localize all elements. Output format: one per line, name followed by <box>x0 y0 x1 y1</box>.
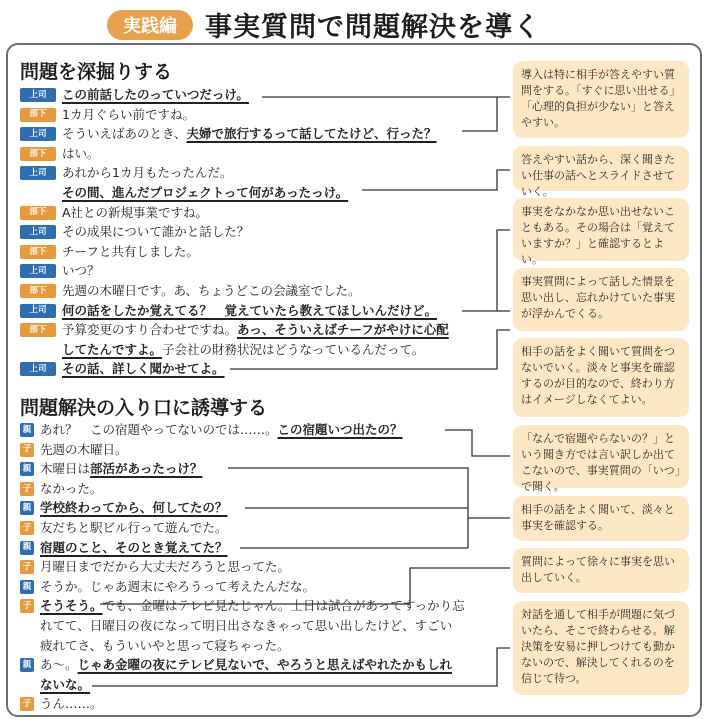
dialogue-segment: そういえばあのとき、 <box>62 126 187 142</box>
dialogue-segment: 友だちと駅ビル行って遊んでた。 <box>40 520 228 535</box>
dialogue-segment: 予算変更のすり合わせですね。 <box>62 322 238 338</box>
fact-question: 夫婦で旅行するって話してたけど、行った？ <box>186 126 437 142</box>
speaker-badge: 上司 <box>20 362 56 376</box>
dialogue-text <box>62 261 100 281</box>
dialogue-text <box>40 655 452 675</box>
speaker-badge: 親 <box>20 580 34 594</box>
dialogue-segment: でも、金曜はテレビ見たじゃん。土日は試合があってすっかり忘 <box>102 598 465 614</box>
fact-question: 何の話をしたか覚えてる？ 覚えていたら教えてほしいんだけど。 <box>62 302 438 318</box>
dialogue-text <box>40 616 452 636</box>
speaker-badge: 上司 <box>20 264 56 278</box>
speaker-badge: 親 <box>20 462 34 476</box>
dialogue-text <box>40 440 128 460</box>
dialogue-text <box>62 222 249 242</box>
dialogue-text <box>62 359 225 379</box>
dialogue-text <box>62 301 437 321</box>
dialogue-segment: あれから1カ月もたったんだ。 <box>62 165 233 181</box>
speaker-badge: 上司 <box>20 225 56 239</box>
dialogue-segment: 先週の木曜日です。あ、ちょうどこの会議室でした。 <box>62 283 361 298</box>
dialogue-text <box>40 479 103 499</box>
dialogue-segment: チーフと共有しました。 <box>62 243 199 259</box>
dialogue-segment: 木曜日は <box>40 461 91 477</box>
speaker-badge: 部下 <box>20 147 56 161</box>
speaker-badge: 子 <box>20 443 34 457</box>
dialogue-segment: あ～。 <box>40 657 78 673</box>
dialogue-text <box>40 636 290 656</box>
dialogue-text <box>62 163 232 183</box>
dialogue-segment: うん……。 <box>40 696 103 712</box>
dialogue-text <box>62 105 195 125</box>
speaker-badge: 部下 <box>20 108 56 122</box>
dialogue-text <box>62 340 424 360</box>
speaker-badge: 上司 <box>20 166 56 180</box>
dialogue-segment: 疲れてさ、もういいやと思って寝ちゃった。 <box>40 637 290 653</box>
speaker-badge: 部下 <box>20 206 56 220</box>
note-5: 相手の話をよく聞いて質問をつないでいく。淡々と事実を確認するのが目的なので、終わり方はイメージしなくてよい。 <box>513 338 689 417</box>
fact-question: あっ、そういえばチーフがやけに心配 <box>237 322 449 338</box>
speaker-badge: 部下 <box>20 323 56 337</box>
speaker-badge: 親 <box>20 423 34 437</box>
note-8: 質問によって徐々に事実を思い出していく。 <box>513 548 689 593</box>
dialogue-text <box>40 694 103 714</box>
dialogue-text <box>62 320 449 340</box>
dialogue-text <box>40 459 202 479</box>
speaker-badge: 上司 <box>20 88 56 102</box>
dialogue-text <box>40 577 315 597</box>
dialogue-segment: A社との新規事業ですね。 <box>62 204 209 220</box>
dialogue-text <box>40 538 228 558</box>
practice-tag: 実践編 <box>107 10 193 40</box>
dialogue-text <box>40 596 465 616</box>
note-2: 答えやすい話から、深く聞きたい仕事の話へとスライドさせていく。 <box>513 146 689 191</box>
fact-question: そうそう。 <box>40 598 103 614</box>
fact-question: その間、進んだプロジェクトって何があったっけ。 <box>62 185 349 200</box>
speaker-badge: 親 <box>20 541 34 555</box>
dialogue-text <box>62 242 199 262</box>
fact-question: 学校終わってから、何してたの？ <box>40 500 228 516</box>
dialogue-segment: あれ？ この宿題やってないのでは……。 <box>40 422 278 437</box>
fact-question: この前話したのっていつだっけ。 <box>62 87 249 102</box>
dialogue-text <box>62 281 361 301</box>
fact-question: ないな。 <box>40 676 91 692</box>
speaker-badge: 部下 <box>20 245 56 259</box>
dialogue-text <box>62 85 249 105</box>
header <box>0 0 710 44</box>
fact-question: その話、詳しく聞かせてよ。 <box>62 361 225 377</box>
fact-question: してたんですよ。 <box>62 341 163 357</box>
speaker-badge: 子 <box>20 599 34 613</box>
speaker-badge: 部下 <box>20 284 56 298</box>
speaker-badge: 親 <box>20 658 34 672</box>
dialogue-text <box>40 675 90 695</box>
dialogue-segment: いつ？ <box>62 263 100 279</box>
speaker-badge: 上司 <box>20 127 56 141</box>
section2-title: 問題解決の入り口に誘導する <box>20 397 268 419</box>
note-9: 対話を通して相手が問題に気づいたら、そこで終わらせる。解決策を安易に押しつけても動かないので、解決してくれるのを信じて待つ。 <box>513 601 689 695</box>
note-3: 事実をなかなか思い出せないこともある。その場合は「覚えていますか？」と確認するとよい。 <box>513 198 689 261</box>
fact-question: 部活があったっけ？ <box>90 461 203 477</box>
dialogue-segment: 先週の木曜日。 <box>40 441 128 457</box>
dialogue-text <box>62 124 437 144</box>
note-4: 事実質問によって話した情景を思い出し、忘れかけていた事実が浮かんでくる。 <box>513 268 689 331</box>
speaker-badge: 子 <box>20 521 34 535</box>
dialogue-text <box>62 183 348 203</box>
dialogue-text <box>40 518 228 538</box>
fact-question: この宿題いつ出たの？ <box>277 422 403 437</box>
dialogue-segment: れてて、日曜日の夜になって明日出さなきゃって思い出したけど、すごい <box>40 618 453 633</box>
dialogue-text <box>40 498 227 518</box>
dialogue-segment: 子会社の財務状況はどうなっているんだって。 <box>162 341 425 357</box>
note-1: 導入は特に相手が答えやすい質問をする。「すぐに思い出せる」「心理的負担が少ない」と答えやすい。 <box>513 61 689 138</box>
dialogue-text <box>40 420 403 440</box>
speaker-badge: 子 <box>20 482 34 496</box>
fact-question: じゃあ金曜の夜にテレビ見ないで、やろうと思えばやれたかもしれ <box>77 657 453 673</box>
fact-question: 宿題のこと、そのとき覚えてた？ <box>40 539 228 555</box>
section1-title: 問題を深掘りする <box>20 61 173 83</box>
page-title: 事実質問で問題解決を導く <box>205 12 541 43</box>
dialogue-segment: 月曜日までだから大丈夫だろうと思ってた。 <box>40 559 291 575</box>
dialogue-segment: なかった。 <box>40 480 103 496</box>
dialogue-text <box>62 144 100 164</box>
note-6: 「なんで宿題やらないの？」という聞き方では言い訳しか出てこないので、事実質問の「いつ」で聞く。 <box>513 425 689 488</box>
dialogue-segment: そうか。じゃあ週末にやろうって考えたんだな。 <box>40 578 316 594</box>
dialogue-segment: その成果について誰かと話した？ <box>62 224 250 240</box>
dialogue-text <box>40 557 290 577</box>
speaker-badge: 上司 <box>20 304 56 318</box>
dialogue-segment: 1カ月ぐらい前ですね。 <box>62 106 195 122</box>
speaker-badge: 親 <box>20 501 34 515</box>
dialogue-text <box>62 203 208 223</box>
speaker-badge: 子 <box>20 697 34 711</box>
dialogue-segment: はい。 <box>62 145 100 161</box>
speaker-badge: 子 <box>20 560 34 574</box>
note-7: 相手の話をよく聞いて、淡々と事実を確認する。 <box>513 496 689 541</box>
